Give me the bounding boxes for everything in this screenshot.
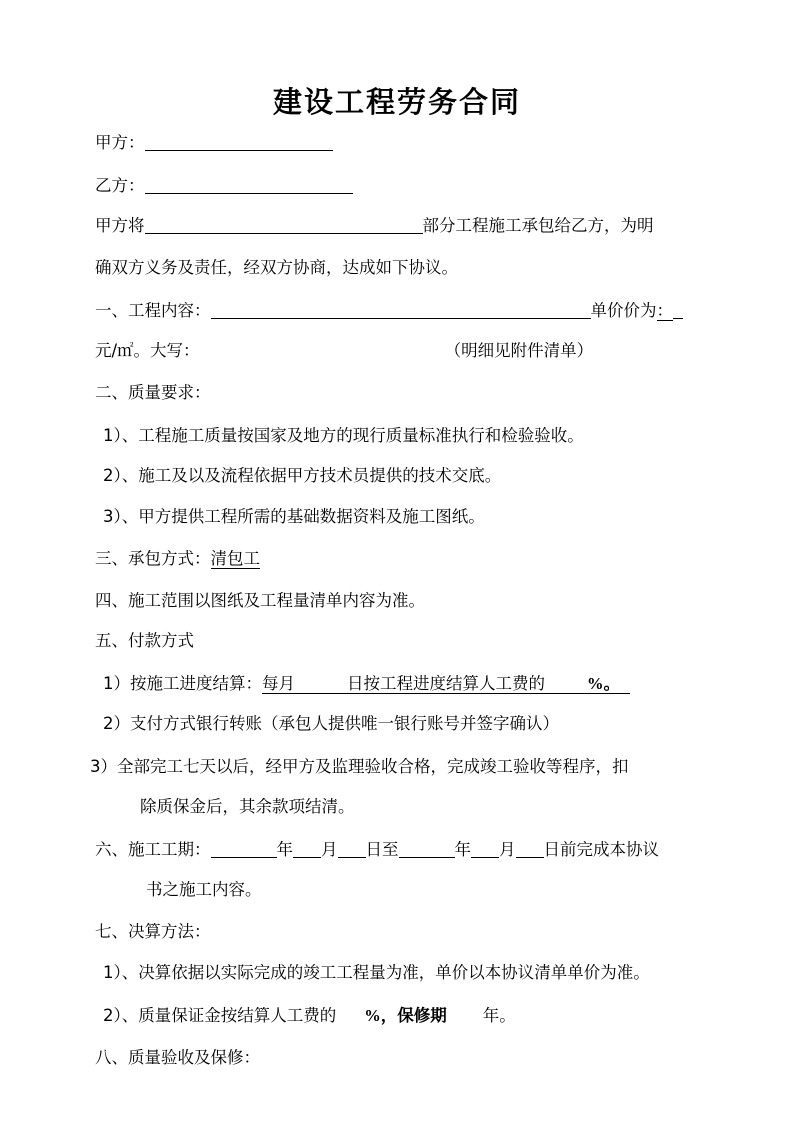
section-3-label: 三、承包方式： [95, 549, 211, 568]
section-7-heading: 七、决算方法： [95, 922, 211, 941]
section-6-cont: 书之施工内容。 [146, 880, 262, 899]
intro-text: 部分工程施工承包给乙方，为明 [422, 216, 654, 235]
party-a-label: 甲方： [95, 133, 145, 152]
section-2-item-2: 2）、施工及以及流程依据甲方技术员提供的技术交底。 [103, 466, 502, 485]
end-year-blank [399, 839, 455, 858]
unit-price-label: 单价价为 [590, 301, 657, 320]
item-text: %。 [587, 674, 620, 693]
unit-price-blank [673, 300, 683, 319]
section-5-heading: 五、付款方式 [95, 631, 194, 650]
section-1-line [95, 299, 683, 323]
detail-note: （明细见附件清单） [444, 341, 594, 360]
section-5-item-2: 2）支付方式银行转账（承包人提供唯一银行账号并签字确认） [103, 714, 559, 733]
date-text: 月 [321, 840, 338, 859]
section-8-heading: 八、质量验收及保修： [95, 1048, 260, 1067]
item-text: 2）、质量保证金按结算人工费的 [103, 1006, 337, 1025]
item-text: 1）按施工进度结算： [103, 674, 262, 693]
section-3-line [95, 547, 260, 571]
date-text: 月 [499, 840, 516, 859]
section-6-label: 六、施工工期： [95, 840, 211, 859]
party-b-label: 乙方： [95, 176, 145, 195]
date-text: 年 [454, 840, 471, 859]
section-5-item-3: 3）全部完工七天以后，经甲方及监理验收合格，完成竣工验收等程序，扣 [90, 757, 629, 776]
item-text: 每月 [262, 674, 295, 693]
section-6-line [95, 838, 659, 862]
unit-price-blank: ： [656, 301, 673, 320]
project-blank [145, 215, 423, 234]
section-2-item-1: 1）、工程施工质量按国家及地方的现行质量标准执行和检验验收。 [103, 426, 584, 445]
payment-schedule [262, 674, 630, 694]
item-text: 年。 [482, 1006, 516, 1025]
item-text: %，保修期 [364, 1006, 447, 1025]
unit-label: 元/㎡。大写： [95, 341, 200, 360]
start-day-blank [338, 839, 366, 858]
section-5-item-3-cont: 除质保金后，其余款项结清。 [140, 797, 355, 816]
section-1-unit-line [95, 339, 593, 363]
section-2-heading: 二、质量要求： [95, 383, 211, 402]
start-year-blank [211, 839, 277, 858]
intro-text: 甲方将 [95, 216, 145, 235]
party-a-blank [145, 132, 333, 151]
work-content-blank [211, 300, 591, 319]
date-text: 年 [276, 840, 293, 859]
date-text: 日前完成本协议 [543, 840, 659, 859]
contract-type-value: 清包工 [210, 549, 260, 568]
section-1-label: 一、工程内容： [95, 301, 211, 320]
party-b-line [95, 174, 353, 198]
document-title: 建设工程劳务合同 [272, 85, 521, 119]
section-2-item-3: 3）、甲方提供工程所需的基础数据资料及施工图纸。 [103, 507, 485, 526]
party-a-line [95, 131, 333, 155]
start-month-blank [293, 839, 321, 858]
end-month-blank [471, 839, 499, 858]
section-7-item-1: 1）、决算依据以实际完成的竣工工程量为准，单价以本协议清单单价为准。 [103, 963, 650, 982]
intro-line-2: 确双方义务及责任，经双方协商，达成如下协议。 [95, 258, 458, 277]
party-b-blank [145, 175, 353, 194]
section-5-item-1 [103, 672, 630, 696]
date-text: 日至 [365, 840, 399, 859]
item-text: 日按工程进度结算人工费的 [347, 674, 545, 693]
end-day-blank [516, 839, 544, 858]
intro-line-1 [95, 214, 654, 238]
section-7-item-2 [103, 1004, 516, 1028]
section-4-line: 四、施工范围以图纸及工程量清单内容为准。 [95, 591, 425, 610]
